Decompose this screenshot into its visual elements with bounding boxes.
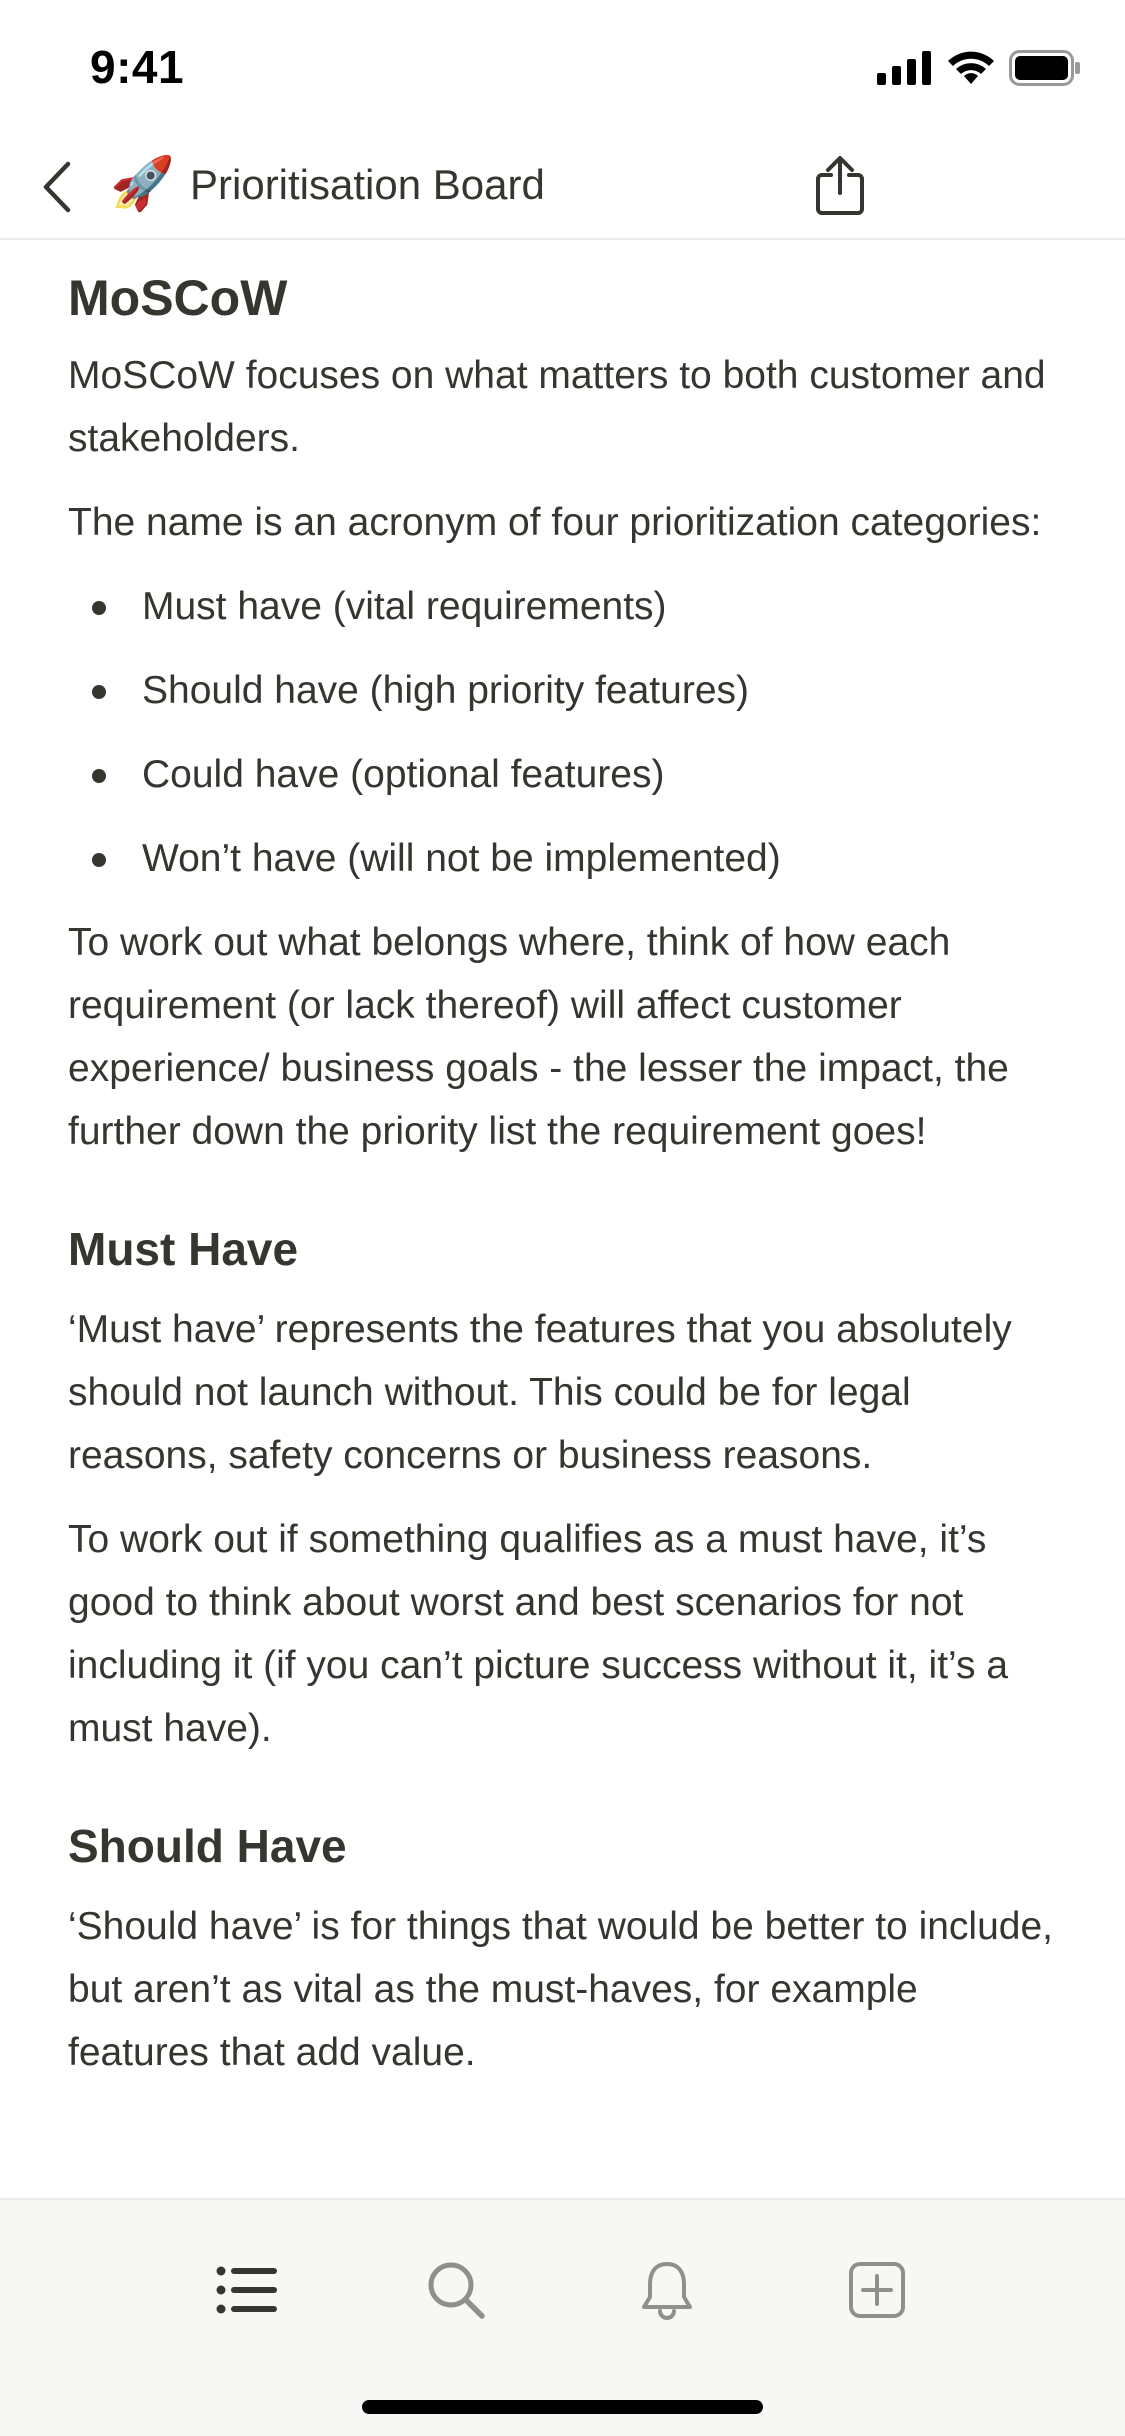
tab-page-list[interactable]	[207, 2250, 287, 2330]
status-bar	[0, 0, 1125, 135]
list-item-text: Won’t have (will not be implemented)	[142, 837, 781, 880]
home-indicator[interactable]	[362, 2400, 763, 2414]
paragraph-intro: MoSCoW focuses on what matters to both customer and stakeholders.	[68, 354, 1046, 460]
paragraph-should-have-1: ‘Should have’ is for things that would be better to include, but aren’t as vital as the must-haves, for example features that add value.	[68, 1905, 1053, 2074]
bullet-icon	[92, 601, 106, 615]
navigation-bar	[0, 135, 1125, 240]
bell-icon	[639, 2259, 695, 2321]
paragraph-must-have-1: ‘Must have’ represents the features that you absolutely should not launch without. This could be for legal reasons, safety concerns or business reasons.	[68, 1308, 1012, 1477]
list-item-text: Could have (optional features)	[142, 753, 665, 796]
category-list	[68, 575, 1058, 890]
share-button[interactable]	[808, 145, 872, 225]
search-icon	[426, 2260, 486, 2320]
share-icon	[814, 155, 866, 215]
list-icon	[215, 2265, 279, 2315]
status-icons	[877, 50, 1081, 86]
battery-icon	[1009, 50, 1081, 86]
back-button[interactable]	[26, 155, 86, 219]
list-item	[68, 827, 1058, 890]
bullet-icon	[92, 685, 106, 699]
new-page-icon	[848, 2261, 906, 2319]
list-item	[68, 659, 1058, 722]
chevron-left-icon	[40, 161, 72, 213]
status-time: 9:41	[90, 41, 185, 93]
heading-should-have: Should Have	[68, 1820, 347, 1872]
page-emoji-icon: 🚀	[110, 155, 175, 213]
tab-new-page[interactable]	[837, 2250, 917, 2330]
list-item-text: Must have (vital requirements)	[142, 585, 667, 628]
list-item	[68, 743, 1058, 806]
paragraph-must-have-2: To work out if something qualifies as a must have, it’s good to think about worst and best scenarios for not including it (if you can’t picture success without it, it’s a must have).	[68, 1518, 1009, 1750]
paragraph-acronym-intro: The name is an acronym of four prioritization categories:	[68, 501, 1042, 544]
list-item-text: Should have (high priority features)	[142, 669, 749, 712]
paragraph-work-out: To work out what belongs where, think of how each requirement (or lack thereof) will affect customer experience/ business goals - the lesser the impact, the further down the priority list the requirement goes!	[68, 921, 1009, 1153]
list-item	[68, 575, 1058, 638]
cellular-signal-icon	[877, 51, 933, 85]
page-content	[68, 240, 1058, 2198]
bullet-icon	[92, 853, 106, 867]
tab-search[interactable]	[416, 2250, 496, 2330]
heading-moscow: MoSCoW	[68, 270, 288, 326]
page-title[interactable]: Prioritisation Board	[190, 161, 545, 208]
wifi-icon	[947, 50, 995, 86]
heading-must-have: Must Have	[68, 1223, 299, 1275]
tab-notifications[interactable]	[627, 2250, 707, 2330]
bullet-icon	[92, 769, 106, 783]
